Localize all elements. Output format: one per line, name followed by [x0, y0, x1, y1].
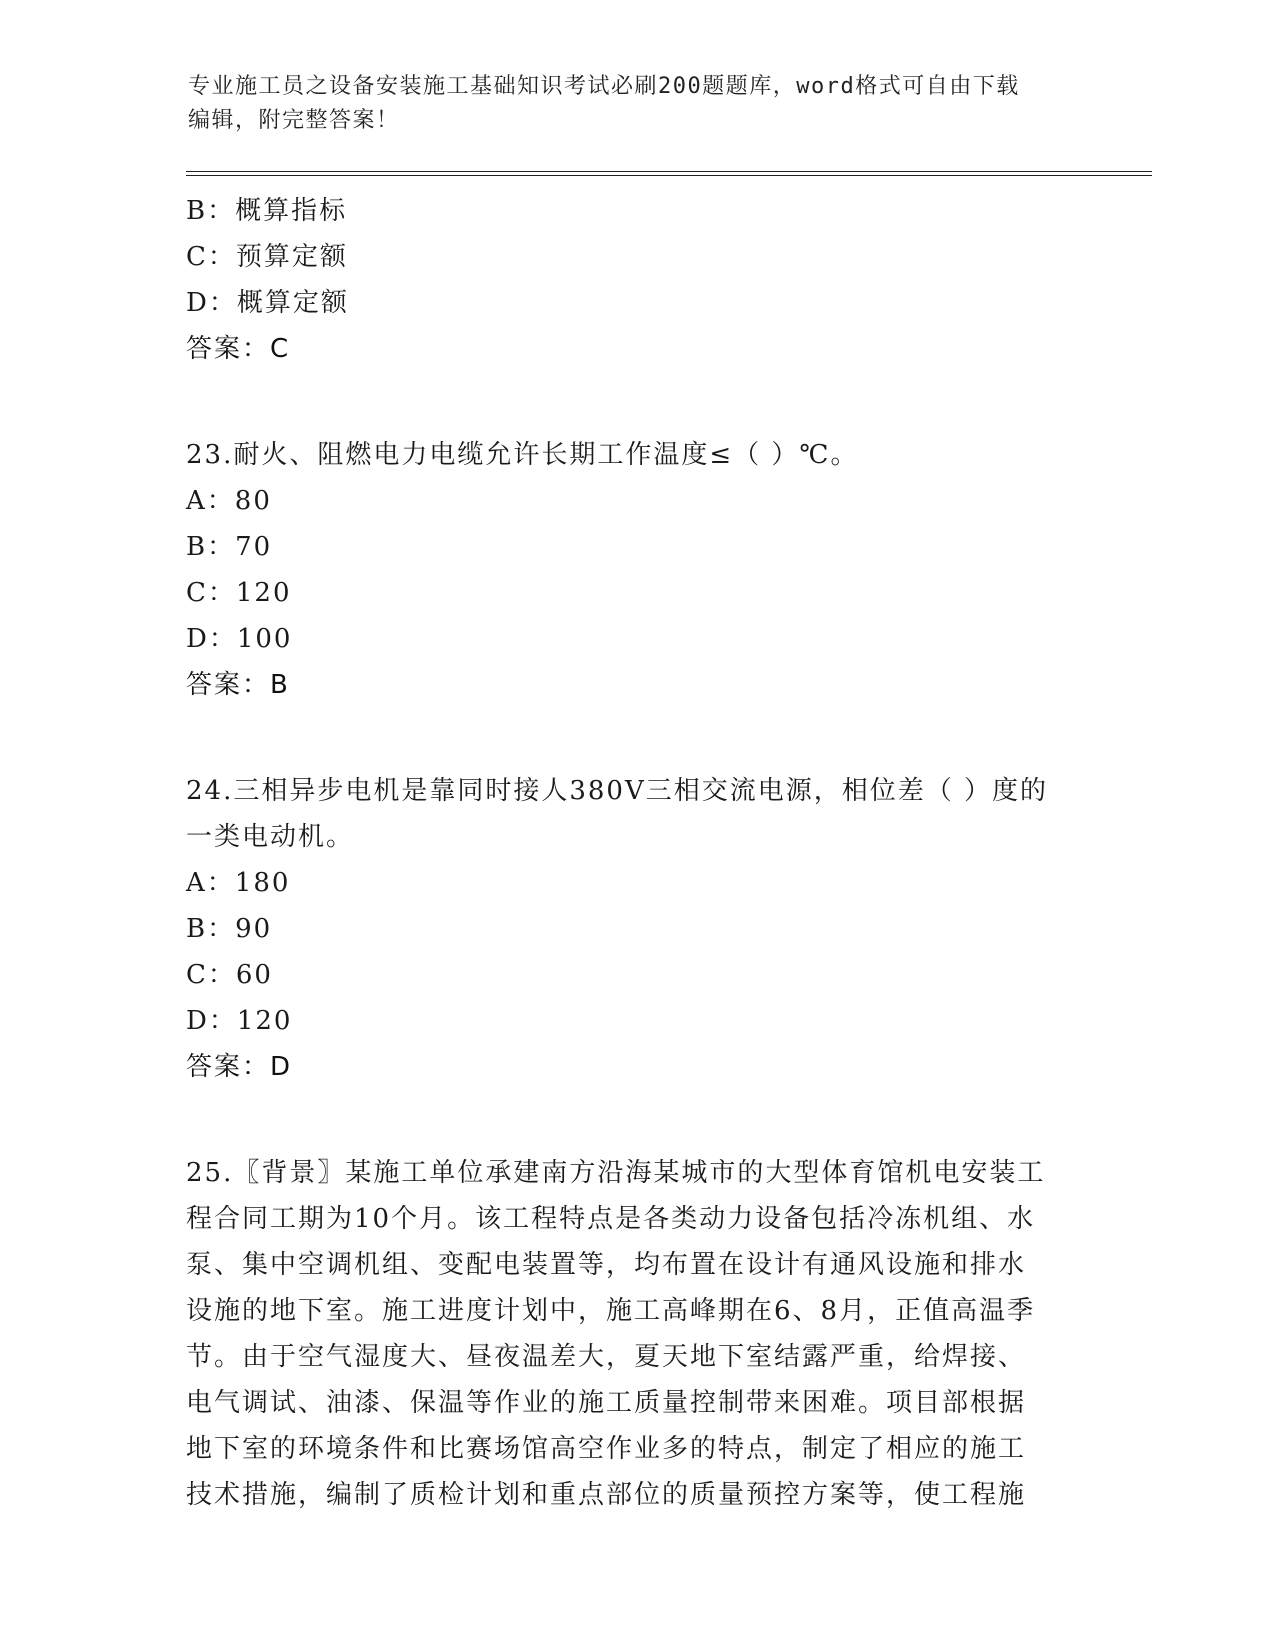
question-24 — [186, 768, 1086, 1090]
paragraph-line: 泵、集中空调机组、变配电装置等，均布置在设计有通风设施和排水 — [186, 1250, 1027, 1280]
option-a: A：180 — [186, 868, 291, 898]
question-23 — [186, 432, 1086, 708]
option-c: C：预算定额 — [186, 242, 348, 272]
option-a: A：80 — [186, 486, 272, 516]
paragraph-line: 程合同工期为10个月。该工程特点是各类动力设备包括冷冻机组、水 — [186, 1204, 1036, 1234]
paragraph-line: 技术措施，编制了质检计划和重点部位的质量预控方案等，使工程施 — [186, 1480, 1027, 1510]
option-b: B：概算指标 — [186, 196, 348, 226]
option-c: C：60 — [186, 960, 273, 990]
paragraph-line: 地下室的环境条件和比赛场馆高空作业多的特点，制定了相应的施工 — [186, 1434, 1027, 1464]
option-d: D：120 — [186, 1006, 293, 1036]
paragraph-line: 25.〖背景〗某施工单位承建南方沿海某城市的大型体育馆机电安装工 — [186, 1158, 1046, 1188]
paragraph-line: 设施的地下室。施工进度计划中，施工高峰期在6、8月，正值高温季 — [186, 1296, 1036, 1326]
spacer — [186, 1090, 1086, 1150]
spacer — [186, 372, 1086, 432]
option-b: B：90 — [186, 914, 273, 944]
question-stem-line-2: 一类电动机。 — [186, 822, 355, 852]
question-stem: 23.耐火、阻燃电力电缆允许长期工作温度≤（ ）℃。 — [186, 440, 859, 470]
header-rule-top — [186, 171, 1152, 172]
header-line-1: 专业施工员之设备安装施工基础知识考试必刷200题题库，word格式可自由下载 — [188, 74, 1020, 99]
option-d: D：100 — [186, 624, 293, 654]
header-line-2: 编辑，附完整答案！ — [188, 108, 400, 133]
paragraph-line: 节。由于空气湿度大、昼夜温差大，夏天地下室结露严重，给焊接、 — [186, 1342, 1027, 1372]
option-d: D：概算定额 — [186, 288, 349, 318]
option-c: C：120 — [186, 578, 292, 608]
question-stem-line-1: 24.三相异步电机是靠同时接人380V三相交流电源，相位差（ ）度的 — [186, 776, 1049, 806]
option-b: B：70 — [186, 532, 273, 562]
paragraph-line: 电气调试、油漆、保温等作业的施工质量控制带来困难。项目部根据 — [186, 1388, 1027, 1418]
answer: 答案：D — [186, 1052, 293, 1082]
answer: 答案：B — [186, 670, 290, 700]
question-25 — [186, 1150, 1086, 1518]
answer: 答案：C — [186, 334, 291, 364]
header-rule-bottom — [186, 175, 1152, 176]
question-22-tail — [186, 188, 1086, 372]
document-header — [188, 70, 1088, 138]
document-body — [186, 188, 1086, 1518]
spacer — [186, 708, 1086, 768]
